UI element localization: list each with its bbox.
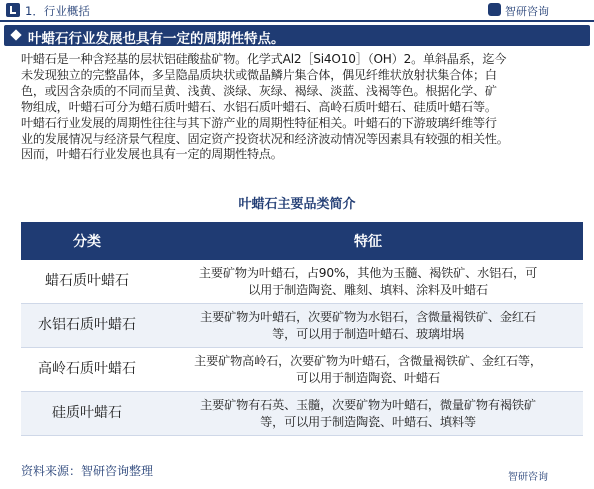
- table-row: [21, 348, 583, 392]
- row-feature-line: 主要矿物为叶蜡石，占90%，其他为玉髓、褐铁矿、水铝石，可: [198, 265, 538, 280]
- footer-brand: 智研咨询: [508, 472, 548, 483]
- row-category: 水铝石质叶蜡石: [21, 304, 153, 348]
- headline-banner: [4, 25, 590, 46]
- row-feature: [153, 260, 583, 304]
- row-feature: [153, 392, 583, 436]
- section-check-icon: [6, 3, 20, 17]
- row-feature-line: 等，可以用于制造陶瓷、叶蜡石、填料等: [260, 414, 476, 429]
- row-feature-line: 可以用于制造陶瓷、叶蜡石: [296, 370, 440, 385]
- row-category: 硅质叶蜡石: [21, 392, 153, 436]
- row-feature-line: 等，可以用于制造叶蜡石、玻璃坩埚: [272, 326, 464, 341]
- diamond-bullet-icon: [10, 29, 21, 40]
- table-row: [21, 392, 583, 436]
- header-feature: 特征: [153, 222, 583, 260]
- body-line: 叶蜡石行业发展的周期性往往与其下游产业的周期性特征相关。叶蜡石的下游玻璃纤维等行: [21, 115, 497, 130]
- source-note: 资料来源：智研咨询整理: [21, 464, 154, 478]
- body-line: 叶蜡石是一种含羟基的层状铝硅酸盐矿物。化学式Al2［Si4O10］（OH）2。单斜晶系，迄今: [21, 52, 507, 66]
- brand-name: 智研咨询: [505, 5, 549, 18]
- header-rule: [0, 20, 594, 22]
- row-feature-line: 主要矿物为叶蜡石，次要矿物为水铝石，含微量褐铁矿、金红石: [200, 309, 536, 324]
- row-category: 高岭石质叶蜡石: [21, 348, 153, 392]
- header-category: 分类: [21, 222, 153, 260]
- table-title: 叶蜡石主要品类简介: [238, 197, 356, 212]
- row-feature-line: 以用于制造陶瓷、雕刻、填料、涂料及叶蜡石: [248, 282, 488, 297]
- row-feature-line: 主要矿物有石英、玉髓，次要矿物为叶蜡石，微量矿物有褐铁矿: [200, 397, 536, 412]
- category-table: [21, 222, 583, 436]
- table-row: [21, 304, 583, 348]
- row-category: 蜡石质叶蜡石: [21, 260, 153, 304]
- row-feature: [153, 348, 583, 392]
- row-feature: [153, 304, 583, 348]
- brand-logo-icon: [488, 3, 501, 16]
- body-line: 色，或因含杂质的不同而呈黄、浅黄、淡绿、灰绿、褐绿、淡蓝、浅褐等色。根据化学、矿: [21, 83, 497, 98]
- top-header: [0, 0, 594, 20]
- body-line: 业的发展情况与经济景气程度、固定资产投资状况和经济波动情况等因素具有较强的相关性。: [21, 131, 509, 146]
- table-row: [21, 260, 583, 304]
- body-paragraph: [21, 52, 581, 163]
- row-feature-line: 主要矿物高岭石，次要矿物为叶蜡石，含微量褐铁矿、金红石等，: [194, 353, 542, 368]
- body-line: 物组成，叶蜡石可分为蜡石质叶蜡石、水铝石质叶蜡石、高岭石质叶蜡石、硅质叶蜡石等。: [21, 99, 497, 114]
- table-header-row: [21, 222, 583, 260]
- body-line: 因而，叶蜡石行业发展也具有一定的周期性特点。: [21, 147, 283, 162]
- section-title: 1．行业概括: [25, 4, 90, 18]
- headline-text: 叶蜡石行业发展也具有一定的周期性特点。: [28, 31, 285, 47]
- body-line: 未发现独立的完整晶体，多呈隐晶质块状或微晶鳞片集合体，偶见纤维状放射状集合体；白: [21, 67, 497, 82]
